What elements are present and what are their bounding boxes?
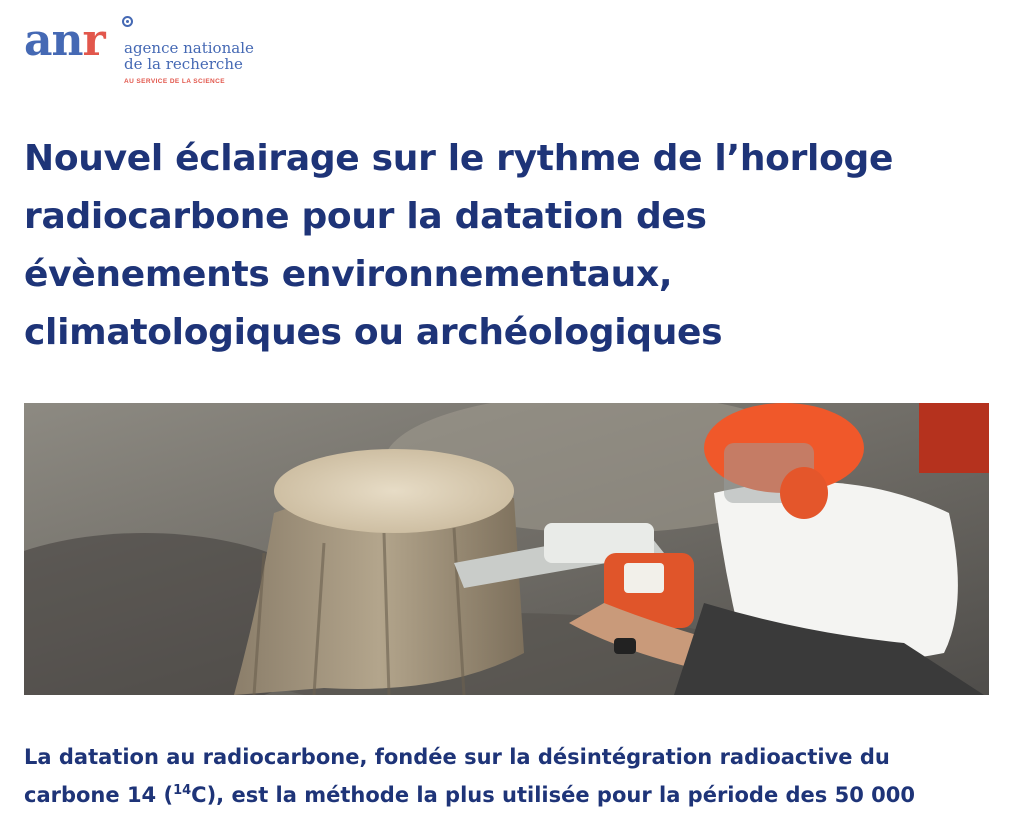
lead-part-3: C), est la méthode la plus utilisée pour la période des 50 000 — [191, 783, 915, 807]
registered-icon — [122, 16, 133, 27]
lead-superscript: 14 — [173, 783, 192, 798]
logo-tagline: AU SERVICE DE LA SCIENCE — [124, 78, 225, 85]
logo-name-line1: agence nationale — [124, 39, 254, 57]
photo-worker-chainsaw-icon — [24, 403, 989, 695]
title-line-3: évènements environnementaux, — [24, 254, 673, 295]
title-line-4: climatologiques ou archéologiques — [24, 312, 723, 353]
title-line-2: radiocarbone pour la datation des — [24, 196, 707, 237]
anr-logo[interactable] — [24, 14, 284, 90]
article-title — [24, 130, 994, 362]
title-line-1: Nouvel éclairage sur le rythme de l’horloge — [24, 138, 894, 179]
article-photo — [24, 403, 989, 695]
anr-logo-mark: anr — [24, 15, 105, 66]
lead-part-1: La datation au radiocarbone, fondée sur la désintégration radioactive du — [24, 745, 890, 769]
logo-name-line2: de la recherche — [124, 55, 243, 73]
lead-part-2: carbone 14 ( — [24, 783, 174, 807]
logo-agency-name — [124, 40, 254, 72]
